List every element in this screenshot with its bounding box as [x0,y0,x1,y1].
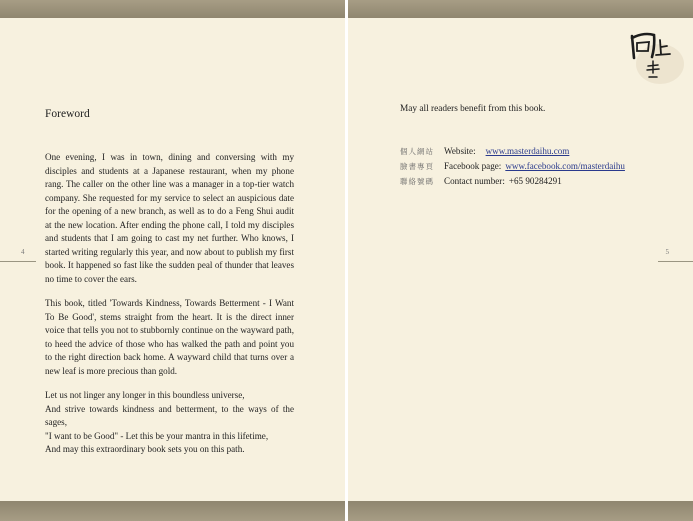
contact-label: Website: [444,146,476,156]
contact-list [400,144,625,189]
page-number: 5 [665,248,669,256]
contact-cjk-label: 個人網站 [400,147,434,156]
right-page [348,0,693,521]
contact-cjk-label: 聯絡號碼 [400,177,434,186]
contact-cjk-label: 臉書專頁 [400,162,434,171]
page-number: 4 [21,248,25,256]
website-link[interactable]: www.masterdaihu.com [485,146,570,156]
margin-rule [0,261,36,262]
calligraphy-seal-logo-icon [624,24,684,86]
foreword-body [45,151,294,457]
paragraph-2: This book, titled 'Towards Kindness, Towards Betterment - I Want To Be Good', stems straight from the heart. It is the direct inner voice that tells you not to stubbornly continue on the wayward path, to heed the advice of those who has walked the path and point you to the right direction back home. A wayward child that turns over a new leaf is more precious than gold. [45,298,294,376]
facebook-link[interactable]: www.facebook.com/masterdaihu [505,161,625,171]
margin-rule [658,261,693,262]
bottom-band [348,501,693,521]
paragraph-1: One evening, I was in town, dining and conversing with my disciples and students at a Japanese restaurant, when my phone rang. The caller on the other line was a manager in a top-tier watch company. She requested for my service to select an auspicious date for the opening of a new branch, as well as to do a Feng Shui audit at the new location. After ending the phone call, I told my disciples and students that I am going to cast my net further. Who knows, I started writing regularly this year, and now about to publish my first book. It happened so fast like the sudden peal of thunder that leaves no time to cover the ears. [45,152,294,284]
bottom-band [0,501,345,521]
phone-number: +65 90284291 [508,176,562,186]
verse-line: And strive towards kindness and betterment, to the ways of the sages, [45,403,294,427]
verse-line: And may this extraordinary book sets you on this path. [45,444,245,454]
verse-line: "I want to be Good" - Let this be your mantra in this lifetime, [45,430,269,441]
contact-label: Contact number: [444,176,505,186]
contact-row-facebook [400,159,625,174]
blessing-text: May all readers benefit from this book. [400,104,546,114]
contact-row-website [400,144,625,159]
left-page [0,0,345,521]
verse-line: Let us not linger any longer in this boundless universe, [45,390,245,400]
top-band [0,0,345,18]
contact-label: Facebook page: [444,161,502,171]
top-band [348,0,693,18]
verse [45,389,294,457]
page-title: Foreword [45,108,90,120]
contact-row-phone [400,174,625,189]
